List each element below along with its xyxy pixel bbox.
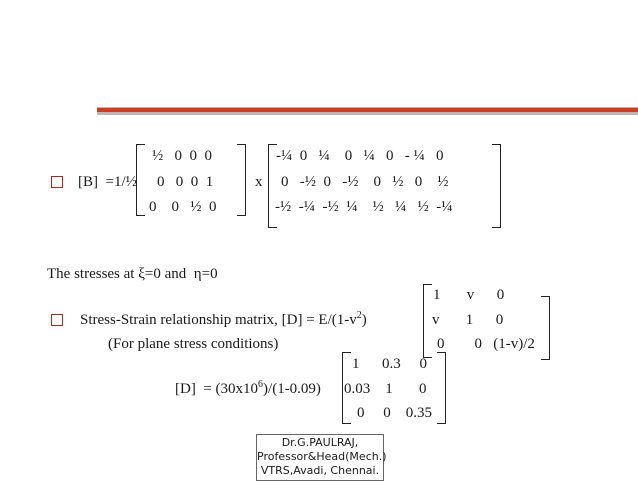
author-name: Dr.G.PAULRAJ, — [281, 436, 359, 449]
bullet-square-icon — [51, 176, 63, 188]
author-credit-box — [256, 434, 387, 481]
d-matrix-label — [175, 381, 321, 398]
b-right-matrix-row-2: 0 -½ 0 -½ 0 ½ 0 ½ — [281, 174, 449, 190]
author-title: Professor&Head(Mech.) — [257, 450, 387, 463]
d-numeric-matrix-row-3: 0 0 0.35 — [357, 405, 432, 421]
b-right-matrix-right-bracket — [492, 144, 501, 228]
d-numeric-matrix-row-1: 1 0.3 0 — [352, 356, 427, 372]
b-matrix-label: [B] =1/½ — [78, 174, 137, 190]
d-general-matrix-row-2: v 1 0 — [432, 312, 504, 328]
d-general-matrix-right-bracket — [541, 296, 550, 360]
d-matrix-label-prefix: [D] = (30x10 — [175, 381, 259, 397]
b-right-matrix-row-3: -½ -¼ -½ ¼ ½ ¼ ½ -¼ — [275, 199, 453, 215]
stress-strain-label-close: ) — [361, 312, 367, 328]
multiply-sign: x — [255, 174, 263, 190]
d-matrix-label-exponent: 6 — [258, 379, 264, 390]
d-general-matrix-row-1: 1 v 0 — [433, 287, 505, 303]
b-left-matrix-row-3: 0 0 ½ 0 — [149, 199, 217, 215]
bullet-square-icon — [51, 314, 63, 326]
b-left-matrix-left-bracket — [136, 144, 145, 216]
b-left-matrix-row-2: 0 0 0 1 — [157, 174, 214, 190]
stress-strain-label-exponent: 2 — [356, 310, 362, 321]
d-general-matrix-row-3: 0 0 (1-v)/2 — [437, 336, 535, 352]
author-institution: VTRS,Avadi, Chennai. — [260, 464, 380, 477]
d-matrix-label-suffix: )/(1-0.09) — [263, 381, 321, 397]
title-divider-rule — [97, 107, 638, 115]
stress-strain-label — [80, 312, 367, 329]
d-numeric-matrix-row-2: 0.03 1 0 — [344, 381, 427, 397]
b-left-matrix-right-bracket — [237, 144, 246, 216]
b-right-matrix-row-1: -¼ 0 ¼ 0 ¼ 0 - ¼ 0 — [276, 148, 444, 164]
b-left-matrix-row-1: ½ 0 0 0 — [152, 148, 212, 164]
d-general-matrix-left-bracket — [423, 284, 432, 358]
stresses-at-text: The stresses at ξ=0 and η=0 — [47, 266, 218, 282]
d-numeric-matrix-right-bracket — [437, 352, 446, 424]
stress-strain-label-text: Stress-Strain relationship matrix, [D] = E/(1-v — [80, 312, 357, 328]
plane-stress-note: (For plane stress conditions) — [108, 336, 279, 352]
